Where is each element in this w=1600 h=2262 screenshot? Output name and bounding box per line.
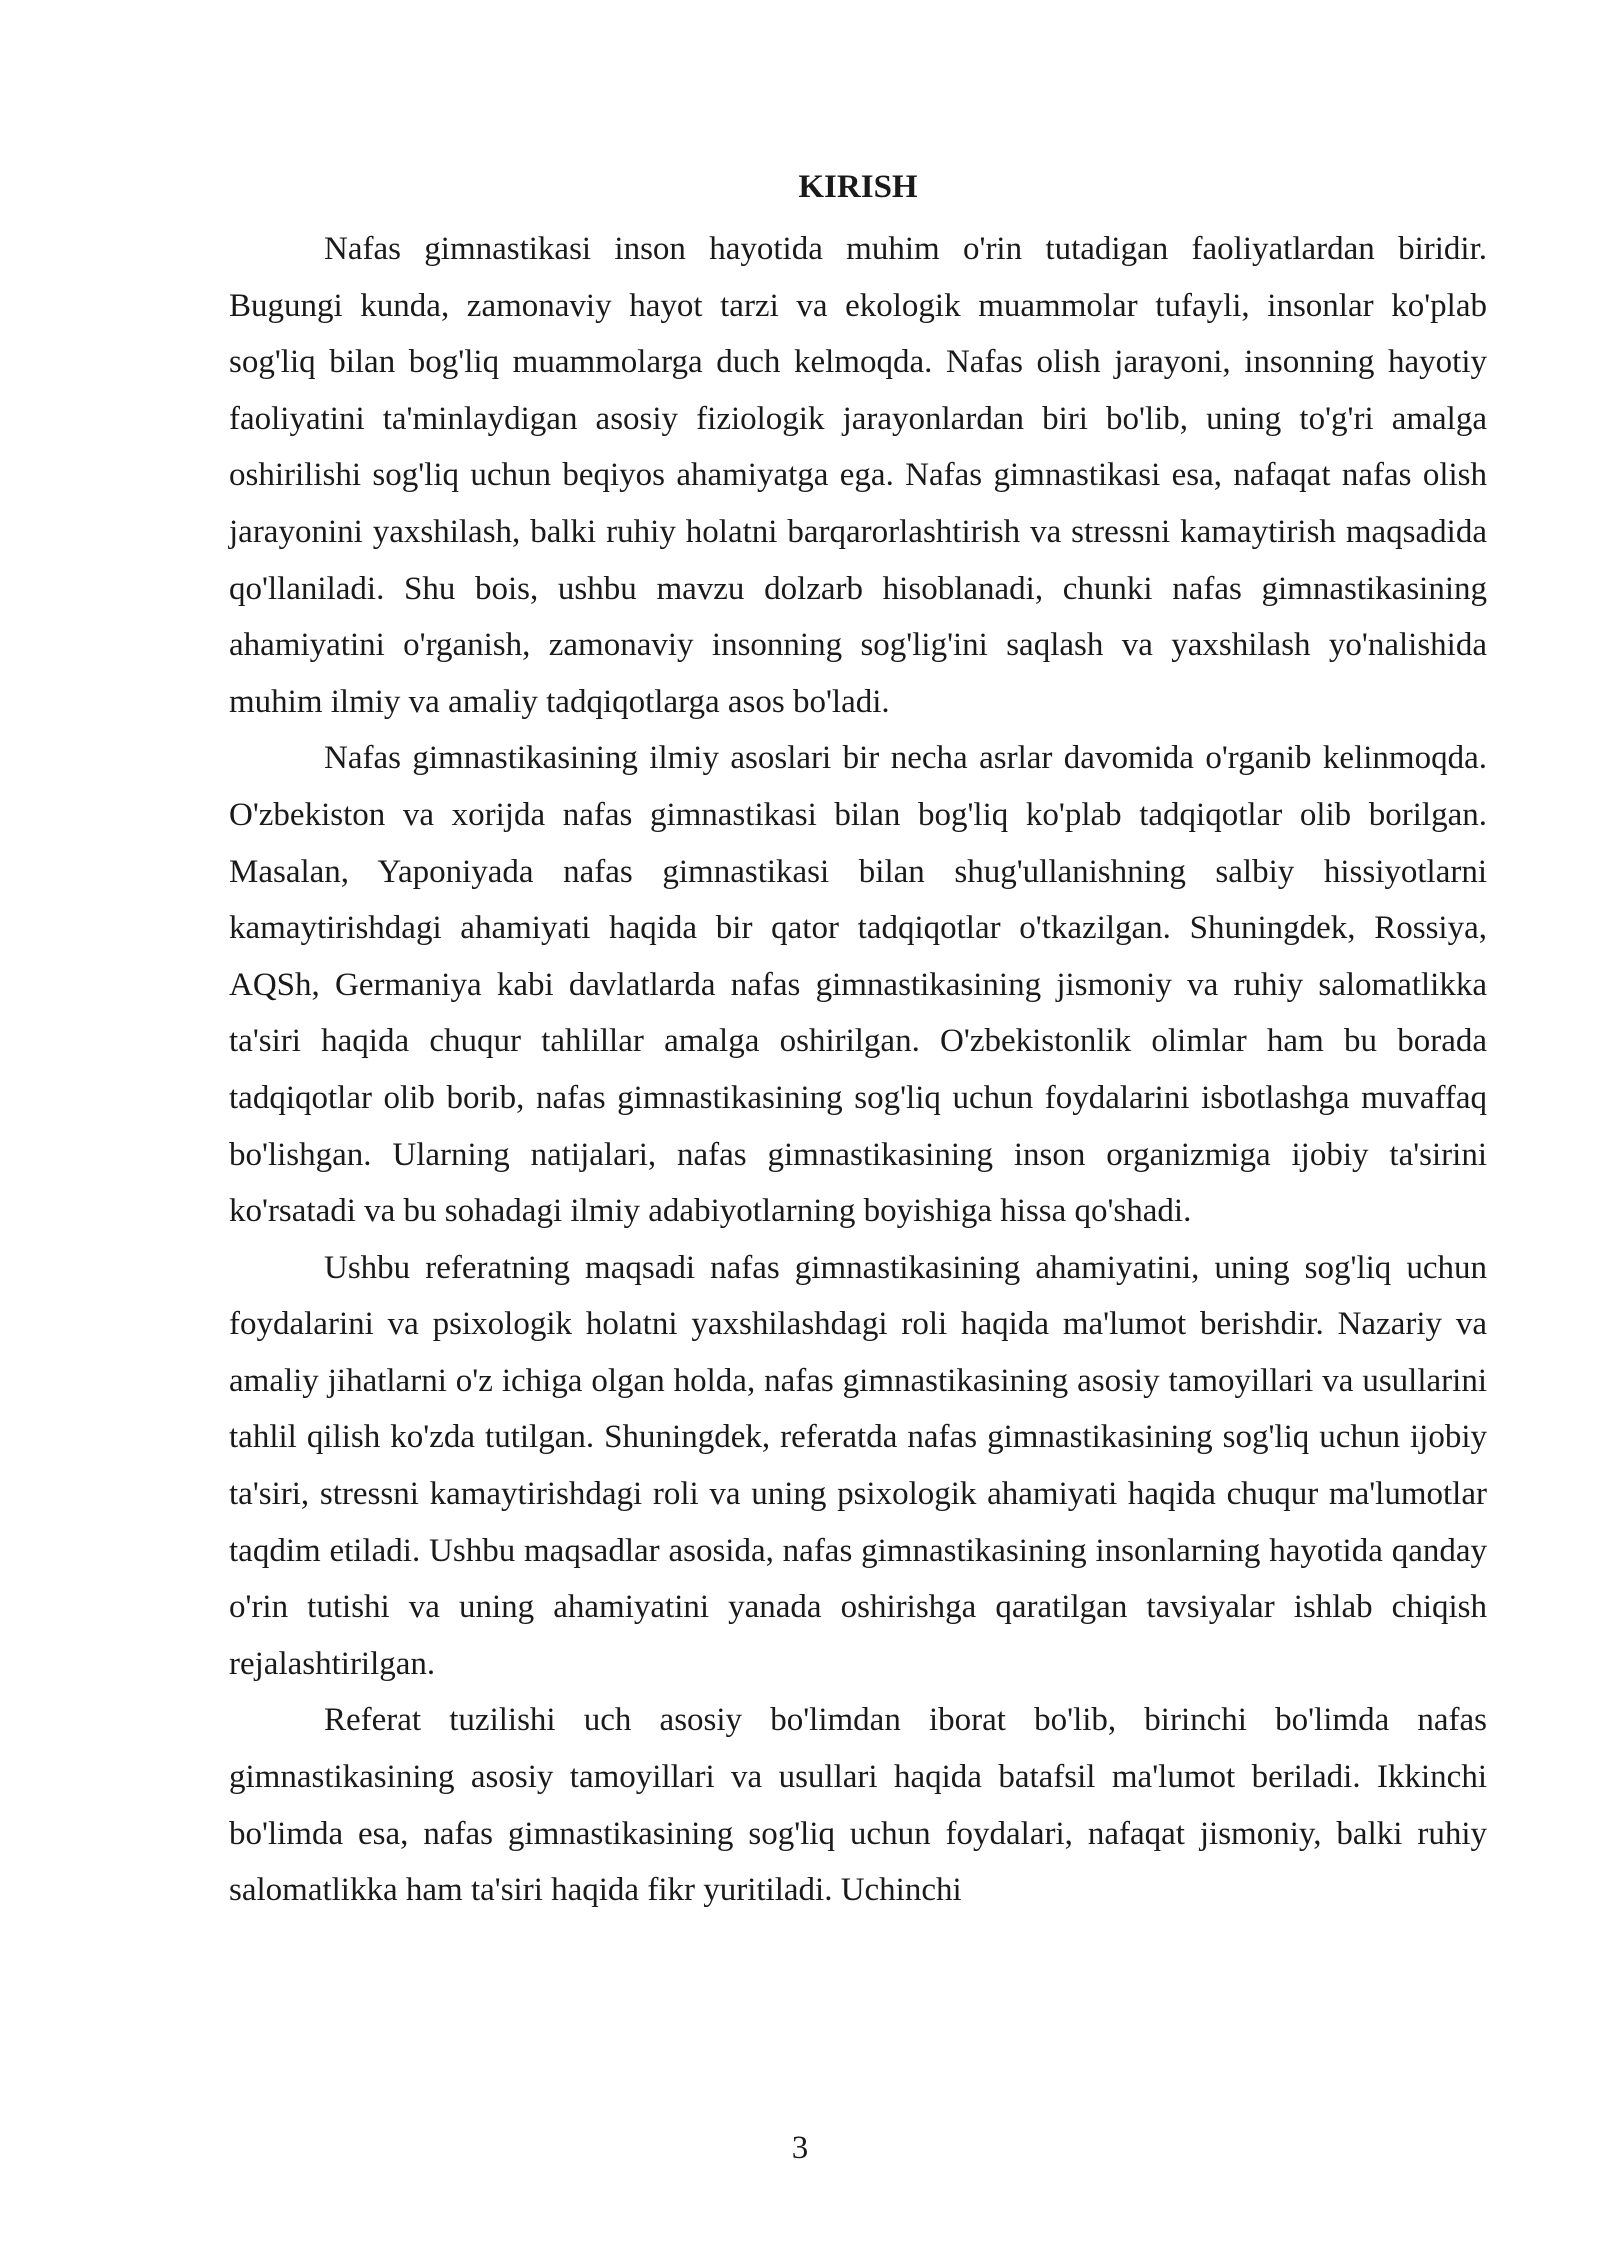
page-number: 3 (791, 2130, 809, 2166)
paragraph-1: Nafas gimnastikasi inson hayotida muhim o'rin tutadigan faoliyatlardan biridir. Bugungi kunda, zamonaviy hayot tarzi va ekologik muammolar tufayli, insonlar ko'plab sog'liq bilan bog'liq muammolarga duch kelmoqda. Nafas olish jarayoni, insonning hayotiy faoliyatini ta'minlaydigan asosiy fiziologik jarayonlardan biri bo'lib, uning to'g'ri amalga oshirilishi sog'liq uchun beqiyos ahamiyatga ega. Nafas gimnastikasi esa, nafaqat nafas olish jarayonini yaxshilash, balki ruhiy holatni barqarorlashtirish va stressni kamaytirish maqsadida qo'llaniladi. Shu bois, ushbu mavzu dolzarb hisoblanadi, chunki nafas gimnastikasining ahamiyatini o'rganish, zamonaviy insonning sog'lig'ini saqlash va yaxshilash yo'nalishida muhim ilmiy va amaliy tadqiqotlarga asos bo'ladi. (229, 231, 1487, 720)
paragraph-3: Ushbu referatning maqsadi nafas gimnastikasining ahamiyatini, uning sog'liq uchun foydalarini va psixologik holatni yaxshilashdagi roli haqida ma'lumot berishdir. Nazariy va amaliy jihatlarni o'z ichiga olgan holda, nafas gimnastikasining asosiy tamoyillari va usullarini tahlil qilish ko'zda tutilgan. Shuningdek, referatda nafas gimnastikasining sog'liq uchun ijobiy ta'siri, stressni kamaytirishdagi roli va uning psixologik ahamiyati haqida chuqur ma'lumotlar taqdim etiladi. Ushbu maqsadlar asosida, nafas gimnastikasining insonlarning hayotida qanday o'rin tutishi va uning ahamiyatini yanada oshirishga qaratilgan tavsiyalar ishlab chiqish rejalashtirilgan. (229, 1249, 1487, 1682)
paragraph-2: Nafas gimnastikasining ilmiy asoslari bir necha asrlar davomida o'rganib kelinmoqda. O'zbekiston va xorijda nafas gimnastikasi bilan bog'liq ko'plab tadqiqotlar olib borilgan. Masalan, Yaponiyada nafas gimnastikasi bilan shug'ullanishning salbiy hissiyotlarni kamaytirishdagi ahamiyati haqida bir qator tadqiqotlar o'tkazilgan. Shuningdek, Rossiya, AQSh, Germaniya kabi davlatlarda nafas gimnastikasining jismoniy va ruhiy salomatlikka ta'siri haqida chuqur tahlillar amalga oshirilgan. O'zbekistonlik olimlar ham bu borada tadqiqotlar olib borib, nafas gimnastikasining sog'liq uchun foydalarini isbotlashga muvaffaq bo'lishgan. Ularning natijalari, nafas gimnastikasining inson organizmiga ijobiy ta'sirini ko'rsatadi va bu sohadagi ilmiy adabiyotlarning boyishiga hissa qo'shadi. (229, 740, 1487, 1230)
page-title: KIRISH (798, 169, 918, 205)
document-body (229, 165, 1487, 1919)
paragraph-4: Referat tuzilishi uch asosiy bo'limdan iborat bo'lib, birinchi bo'limda nafas gimnastikasining asosiy tamoyillari va usullari haqida batafsil ma'lumot beriladi. Ikkinchi bo'limda esa, nafas gimnastikasining sog'liq uchun foydalari, nafaqat jismoniy, balki ruhiy salomatlikka ham ta'siri haqida fikr yuritiladi. Uchinchi (229, 1702, 1487, 1909)
